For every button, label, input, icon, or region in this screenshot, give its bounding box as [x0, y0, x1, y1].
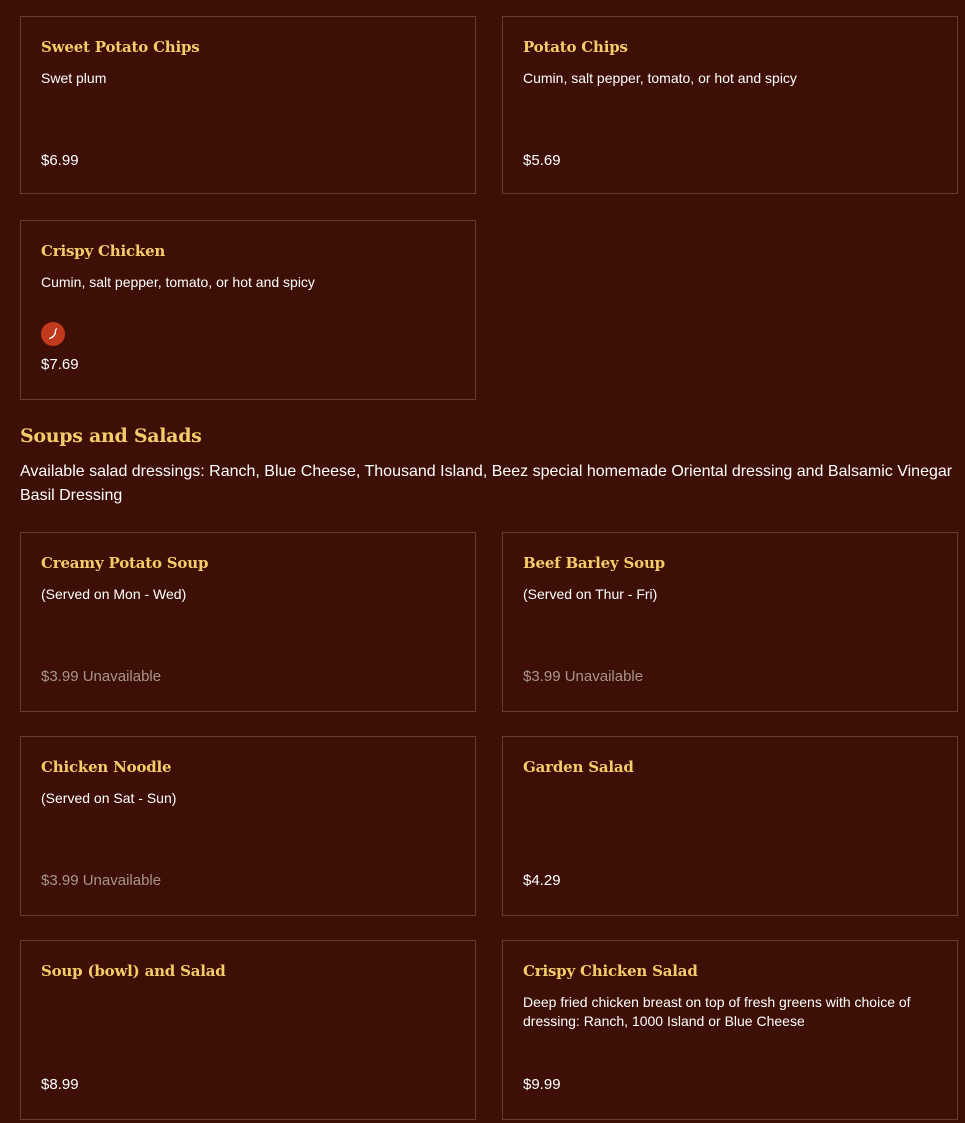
menu-item-card[interactable] [20, 736, 476, 916]
item-description: (Served on Mon - Wed) [41, 586, 187, 602]
menu-item-card[interactable] [20, 16, 476, 194]
item-name: Potato Chips [523, 38, 628, 56]
menu-item-card[interactable] [502, 532, 958, 712]
item-price: $6.99 [41, 152, 79, 169]
item-price: $3.99 Unavailable [41, 872, 162, 889]
item-name: Soup (bowl) and Salad [41, 962, 226, 980]
item-name: Crispy Chicken Salad [523, 962, 698, 980]
item-name: Garden Salad [523, 758, 634, 776]
item-price: $8.99 [41, 1076, 79, 1093]
item-description: (Served on Sat - Sun) [41, 790, 177, 806]
item-name: Crispy Chicken [41, 242, 166, 260]
item-description: (Served on Thur - Fri) [523, 586, 658, 602]
menu-item-card[interactable] [502, 736, 958, 916]
menu-item-card[interactable] [20, 220, 476, 400]
section-title: Soups and Salads [20, 425, 202, 447]
menu-item-card[interactable] [20, 532, 476, 712]
menu-item-card[interactable] [502, 16, 958, 194]
section-description: Available salad dressings: Ranch, Blue Cheese, Thousand Island, Beez special homemade Oriental dressing and Balsamic Vinegar Basil Dressing [20, 463, 953, 504]
item-price: $3.99 Unavailable [41, 668, 162, 685]
item-name: Sweet Potato Chips [41, 38, 200, 56]
menu-item-card[interactable] [502, 940, 958, 1120]
menu-item-card[interactable] [20, 940, 476, 1120]
item-name: Beef Barley Soup [523, 554, 665, 572]
item-description: Cumin, salt pepper, tomato, or hot and spicy [41, 274, 315, 290]
item-price: $5.69 [523, 152, 561, 169]
item-description: Cumin, salt pepper, tomato, or hot and spicy [523, 70, 797, 86]
item-price: $4.29 [523, 872, 561, 889]
item-description: Swet plum [41, 70, 107, 86]
item-price: $3.99 Unavailable [523, 668, 644, 685]
item-name: Creamy Potato Soup [41, 554, 209, 572]
chili-pepper-icon [41, 322, 65, 346]
item-price: $7.69 [41, 356, 79, 373]
item-description: Deep fried chicken breast on top of fresh greens with choice of dressing: Ranch, 1000 Island or Blue Cheese [523, 994, 911, 1029]
item-name: Chicken Noodle [41, 758, 172, 776]
item-price: $9.99 [523, 1076, 561, 1093]
